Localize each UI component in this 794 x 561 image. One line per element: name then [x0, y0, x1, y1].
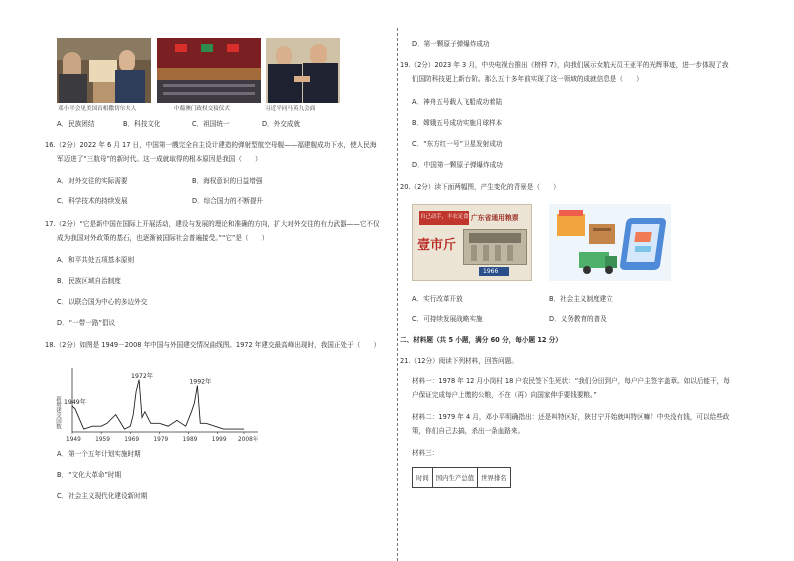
- q19-stem-line2: 们国防科技更上新台阶。那么五十多年前实现了这一领域的成就信息是（ ）: [412, 75, 643, 83]
- x-tick-label: 1959: [95, 437, 110, 442]
- q18-option-c: C．社会主义现代化建设新时期: [57, 492, 148, 500]
- annotation-label: 1992年: [189, 378, 212, 386]
- q21-stem: 21.（12分）阅读下列材料，回答问题。: [400, 357, 518, 365]
- q19-stem-line1: 19.（2分）2023 年 3 月，中央电视台推出《榜样 7》，向我们展示女航天员王亚平的光辉事迹，进一步体现了我: [400, 61, 729, 69]
- photo-caption-2: 中葡澳门政权交接仪式: [174, 106, 230, 112]
- y-axis-label: 新增建交国数: [55, 396, 61, 429]
- x-tick-label: 1979: [153, 437, 169, 442]
- chart-labels: [64, 372, 211, 406]
- photo-caption-1: 邓小平会见美国首相撒切尔夫人: [58, 106, 137, 112]
- q20-option-c: C．可持续发展战略实施: [412, 315, 483, 323]
- x-tick-label: 1989: [182, 437, 198, 442]
- ticket-title: 广东省通用粮票: [471, 214, 519, 222]
- q17-option-d: D．“一带一路”倡议: [57, 319, 116, 327]
- gdp-table: [412, 467, 511, 488]
- q15-option-d: D．外交成就: [262, 120, 301, 128]
- photo-caption-3: 习近平同马英九会面: [265, 106, 316, 112]
- q21-material2-line2: 策，你们自己去搞，杀出一条血路来。: [412, 427, 525, 435]
- online-shopping-image: [549, 204, 671, 281]
- q18-stem: 18.（2分）如图是 1949－2008 年中国与外国建交情况曲线图。1972 年建交最高峰出现时，我国正处于（ ）: [45, 341, 381, 349]
- diplomatic-relations-chart: [52, 366, 272, 442]
- photo-xi-ma-meeting: [266, 38, 340, 103]
- q15-option-b: B．科技文化: [123, 120, 161, 128]
- q21-material1-line2: 户保证完成每户上缴的公粮，不在（再）向国家伸手要钱要粮。”: [412, 391, 597, 399]
- annotation-label: 1972年: [131, 372, 153, 380]
- q19-option-a: A．神舟五号载人飞船成功着陆: [412, 98, 503, 106]
- q15-option-a: A．民族团结: [57, 120, 95, 128]
- ticket-banner: 自己动手，丰衣足食: [420, 214, 469, 220]
- q17-stem-line1: 17.（2分）“它是新中国在国际上开展活动，建设与发展的理论和准确的方向，扩大对外交往的有力武器——它不仅: [45, 220, 380, 228]
- q20-option-d: D．义务教育的普及: [549, 315, 607, 323]
- q21-material2-line1: 材料二：1979 年 4 月，邓小平明确指出：还是叫特区好，陕甘宁开始就叫特区嘛！中央没有钱，可以给些政: [412, 413, 730, 421]
- q18-option-d: D．第一颗原子弹爆炸成功: [412, 40, 490, 48]
- q16-stem-line2: 军迈进了“三航母”的新时代。这一成就取得的根本原因是我国（ ）: [57, 155, 262, 163]
- q18-option-a: A．第一个五年计划实施时期: [57, 450, 141, 458]
- x-tick-label: 1999: [211, 437, 227, 442]
- q20-option-b: B．社会主义制度建立: [549, 295, 613, 303]
- q16-option-d: D．综合国力的不断提升: [192, 197, 264, 205]
- q17-option-c: C．以联合国为中心的多边外交: [57, 298, 148, 306]
- q19-option-b: B．嫦娥五号成功实施月球样本: [412, 119, 503, 127]
- table-header-gdp: 国内生产总值: [432, 468, 477, 488]
- x-tick-label: 1969: [124, 437, 140, 442]
- x-tick-label: 2008年: [238, 437, 259, 442]
- q17-option-a: A．和平共处五项基本原则: [57, 256, 135, 264]
- grain-ticket-image: [412, 204, 532, 281]
- q16-stem-line1: 16.（2分）2022 年 6 月 17 日，中国第一艘完全自主设计建造的弹射型航空母舰——福建舰成功下水，使人民海: [45, 141, 377, 149]
- table-header-rank: 世界排名: [478, 468, 511, 488]
- q15-option-c: C．祖国统一: [192, 120, 230, 128]
- annotation-label: 1949年: [64, 398, 86, 406]
- photo-macau-handover: [157, 38, 261, 103]
- q20-stem: 20.（2分）读下面两幅图，产生变化的背景是（ ）: [400, 183, 560, 191]
- q16-option-a: A．对外交往的实际需要: [57, 177, 128, 185]
- q16-option-b: B．海权意识的日益增强: [192, 177, 263, 185]
- q20-option-a: A．实行改革开放: [412, 295, 463, 303]
- q18-option-b: B．“文化大革命”时期: [57, 471, 122, 479]
- series-line: [72, 380, 244, 429]
- q21-material1-line1: 材料一：1978 年 12 月小岗村 18 户农民签下生死状：“我们分田到户，每户户主签字盖章。如以后能干，每: [412, 377, 730, 385]
- x-tick-label: 1949: [66, 437, 81, 442]
- chart-series: [72, 380, 244, 429]
- table-header-time: 时间: [413, 468, 433, 488]
- q16-option-c: C．科学技术的持续发展: [57, 197, 128, 205]
- q21-material3-label: 材料三：: [412, 449, 439, 457]
- section-heading-material: 二、材料题（共 5 小题，满分 60 分，每小题 12 分）: [400, 336, 562, 344]
- q17-stem-line2: 成为我国对外政策的基石，也逐渐被国际社会普遍接受。”“它”是（ ）: [57, 234, 269, 242]
- ticket-year: 1966: [483, 268, 499, 275]
- photo-deng-thatcher: [57, 38, 151, 103]
- q19-option-d: D．中国第一颗原子弹爆炸成功: [412, 161, 503, 169]
- q17-option-b: B．民族区域自治制度: [57, 277, 121, 285]
- ticket-amount: 壹市斤: [417, 238, 457, 253]
- q19-option-c: C．“东方红一号”卫星发射成功: [412, 140, 503, 148]
- table-header-row: [413, 468, 511, 488]
